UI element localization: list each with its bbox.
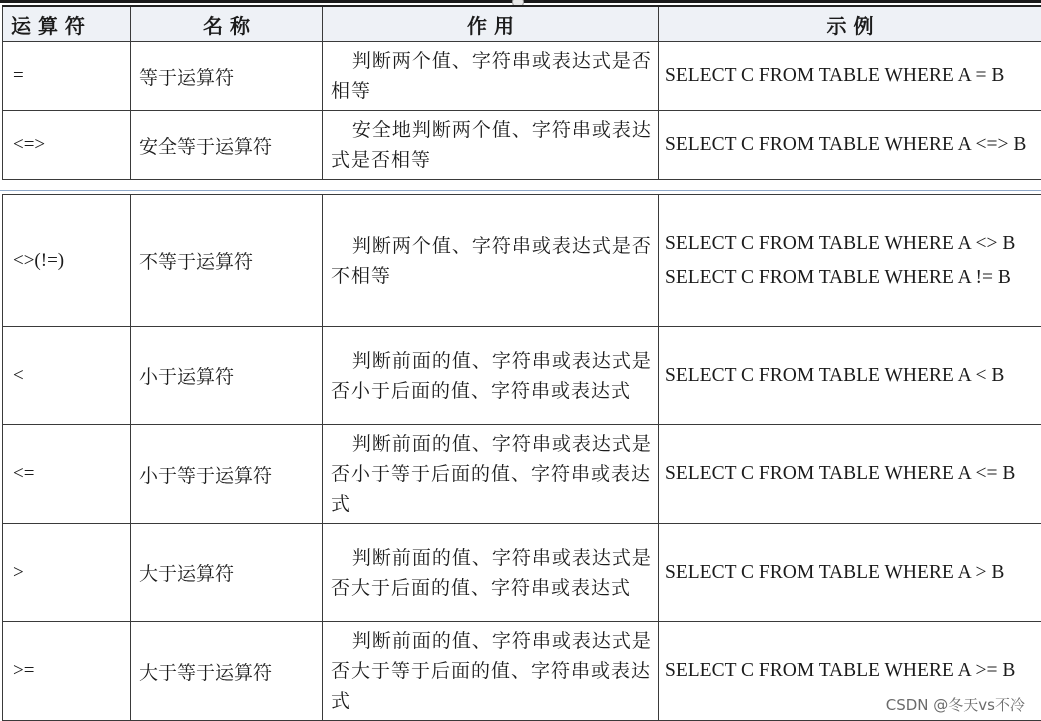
function-cell: 判断前面的值、字符串或表达式是否小于等于后面的值、字符串或表达式	[323, 425, 659, 524]
operator-cell: =	[3, 42, 131, 111]
operator-cell: >	[3, 524, 131, 622]
name-cell: 不等于运算符	[131, 195, 323, 327]
example-text: SELECT C FROM TABLE WHERE A != B	[665, 266, 1011, 288]
function-cell: 判断两个值、字符串或表达式是否相等	[323, 42, 659, 111]
header-example: 示 例	[659, 6, 1041, 42]
name-cell: 小于等于运算符	[131, 425, 323, 524]
example-text: SELECT C FROM TABLE WHERE A >= B	[665, 660, 1016, 681]
example-text: SELECT C FROM TABLE WHERE A > B	[665, 561, 1005, 583]
name-cell: 大于运算符	[131, 524, 323, 622]
operator-cell: <=	[3, 425, 131, 524]
example-text: SELECT C FROM TABLE WHERE A = B	[665, 65, 1005, 86]
operator-cell: >=	[3, 622, 131, 721]
example-cell	[659, 42, 1041, 111]
table-row	[3, 111, 1041, 180]
operator-cell: <=>	[3, 111, 131, 180]
operator-table-bottom	[2, 194, 1041, 721]
function-cell: 判断两个值、字符串或表达式是否不相等	[323, 195, 659, 327]
example-cell	[659, 524, 1041, 622]
example-text: SELECT C FROM TABLE WHERE A < B	[665, 364, 1005, 386]
example-cell	[659, 327, 1041, 425]
example-cell	[659, 425, 1041, 524]
table-row	[3, 327, 1041, 425]
function-cell: 安全地判断两个值、字符串或表达式是否相等	[323, 111, 659, 180]
example-text: SELECT C FROM TABLE WHERE A <=> B	[665, 134, 1027, 155]
header-function: 作 用	[323, 6, 659, 42]
name-cell: 安全等于运算符	[131, 111, 323, 180]
example-cell	[659, 195, 1041, 327]
header-name: 名 称	[131, 6, 323, 42]
operator-table-top	[2, 5, 1041, 180]
header-row	[3, 6, 1041, 42]
operator-cell: <	[3, 327, 131, 425]
name-cell: 等于运算符	[131, 42, 323, 111]
table-row	[3, 524, 1041, 622]
function-cell: 判断前面的值、字符串或表达式是否大于后面的值、字符串或表达式	[323, 524, 659, 622]
table-row	[3, 195, 1041, 327]
table-row	[3, 425, 1041, 524]
name-cell: 大于等于运算符	[131, 622, 323, 721]
example-text: SELECT C FROM TABLE WHERE A <= B	[665, 463, 1016, 484]
function-cell: 判断前面的值、字符串或表达式是否大于等于后面的值、字符串或表达式	[323, 622, 659, 721]
example-text: SELECT C FROM TABLE WHERE A <> B	[665, 232, 1016, 254]
header-operator: 运 算 符	[3, 6, 131, 42]
csdn-watermark: CSDN @冬天vs不冷	[885, 696, 1025, 714]
example-cell	[659, 111, 1041, 180]
name-cell: 小于运算符	[131, 327, 323, 425]
operator-cell: <>(!=)	[3, 195, 131, 327]
function-cell: 判断前面的值、字符串或表达式是否小于后面的值、字符串或表达式	[323, 327, 659, 425]
table-row	[3, 42, 1041, 111]
